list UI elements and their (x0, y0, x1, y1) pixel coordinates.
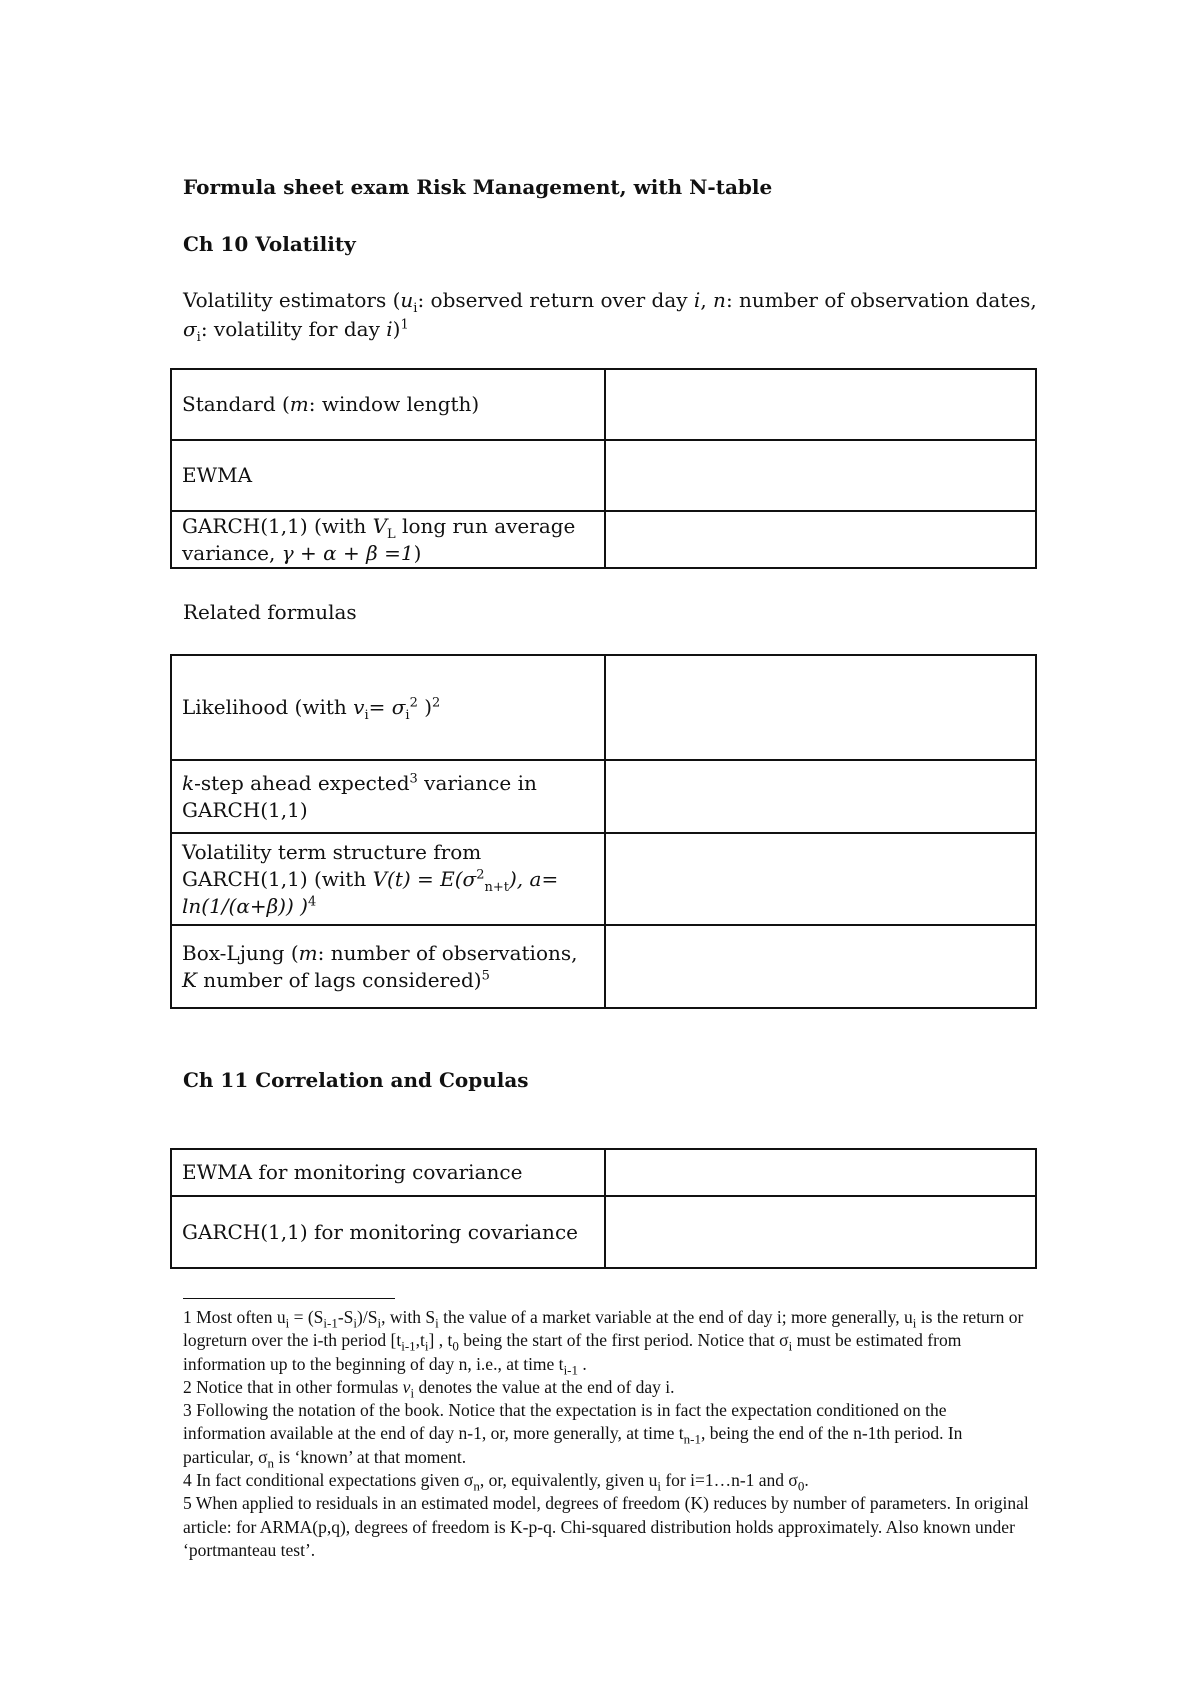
table-row (171, 1149, 1036, 1196)
volatility-term-structure-label: Volatility term structure from GARCH(1,1) (with $V(t) = E(\sigma^2_{n+t})$, a= ln(1/(α+β)) )$^4$ (171, 833, 605, 925)
n-variable: n (713, 288, 726, 312)
chapter-10-heading: Ch 10 Volatility (183, 232, 356, 256)
intro-text: : number of observation dates, (725, 288, 1037, 312)
footnote-separator (183, 1298, 395, 1299)
footnote-5: 5 When applied to residuals in an estimated model, degrees of freedom (K) reduces by number of parameters. In original article: for ARMA(p,q), degrees of freedom is K-p-q. Chi-squared distribution holds approximately. Also known under ‘portmanteau test’. (183, 1493, 1029, 1560)
sigma-variable: σ (183, 317, 197, 341)
footnote-1: 1 Most often $u_i = (S_{i-1}-S_i)/S_i$, with $S_i$ the value of a market variable at the end of day i; more generally, $u_i$ is the return or logreturn over the i-th period $[t_{i-1},t_i]$ , $t_0$ being the start of the first period. Notice that $\sigma_i$ must be estimated from information up to the beginning of day n, i.e., at time $t_{i-1}$ . (183, 1307, 1024, 1378)
footnote-marker: 1 (400, 317, 409, 333)
volatility-estimators-intro (183, 286, 1043, 344)
ewma-covariance-formula-cell (605, 1149, 1036, 1196)
garch-covariance-formula-cell (605, 1196, 1036, 1268)
volatility-estimators-table (170, 368, 1037, 569)
garch-estimator-label: GARCH(1,1) (with $V_L$ long run average variance, γ + α + β =1) (171, 511, 605, 568)
sigma-subscript: i (196, 330, 201, 345)
likelihood-formula-cell (605, 655, 1036, 760)
table-row (171, 655, 1036, 760)
likelihood-label: Likelihood (with $v_i= \sigma_i^2$ )$^2$ (171, 655, 605, 760)
volatility-term-structure-formula-cell (605, 833, 1036, 925)
table-row (171, 760, 1036, 833)
covariance-monitoring-table (170, 1148, 1037, 1269)
related-formulas-label: Related formulas (183, 600, 357, 624)
related-formulas-table (170, 654, 1037, 1009)
i-variable: i (693, 288, 701, 312)
table-row (171, 833, 1036, 925)
box-ljung-formula-cell (605, 925, 1036, 1008)
table-row (171, 369, 1036, 440)
table-row (171, 440, 1036, 511)
intro-text: : observed return over day (417, 288, 694, 312)
ewma-estimator-label: EWMA (171, 440, 605, 511)
ewma-estimator-formula-cell (605, 440, 1036, 511)
footnote-4: 4 In fact conditional expectations given $\sigma_n$, or, equivalently, given $u_i$ for i=1…n-1 and $\sigma_0$. (183, 1470, 809, 1494)
garch-estimator-formula-cell (605, 511, 1036, 568)
intro-text: : volatility for day (200, 317, 387, 341)
document-title: Formula sheet exam Risk Management, with N-table (183, 175, 773, 199)
intro-text: Volatility estimators ( (183, 288, 401, 312)
u-subscript: i (413, 301, 418, 316)
box-ljung-label: Box-Ljung (m: number of observations, K number of lags considered)$^5$ (171, 925, 605, 1008)
footnote-3: 3 Following the notation of the book. Notice that the expectation is in fact the expectation conditioned on the information available at the end of day n-1, or, more generally, at time $t_{n-1}$, being the end of the n-1th period. In particular, $\sigma_n$ is ‘known’ at that moment. (183, 1400, 963, 1471)
table-row (171, 511, 1036, 568)
intro-text: , (700, 288, 714, 312)
chapter-11-heading: Ch 11 Correlation and Copulas (183, 1068, 529, 1092)
intro-text: ) (392, 317, 401, 341)
standard-estimator-formula-cell (605, 369, 1036, 440)
table-row (171, 1196, 1036, 1268)
k-step-variance-formula-cell (605, 760, 1036, 833)
ewma-covariance-label: EWMA for monitoring covariance (171, 1149, 605, 1196)
i-variable: i (386, 317, 393, 341)
standard-estimator-label: Standard (m: window length) (171, 369, 605, 440)
footnotes (183, 1306, 1033, 1562)
k-step-variance-label: k-step ahead expected$^3$ variance in GARCH(1,1) (171, 760, 605, 833)
garch-covariance-label: GARCH(1,1) for monitoring covariance (171, 1196, 605, 1268)
table-row (171, 925, 1036, 1008)
u-variable: u (400, 288, 414, 312)
footnote-2: 2 Notice that in other formulas $v_i$ denotes the value at the end of day i. (183, 1376, 675, 1401)
